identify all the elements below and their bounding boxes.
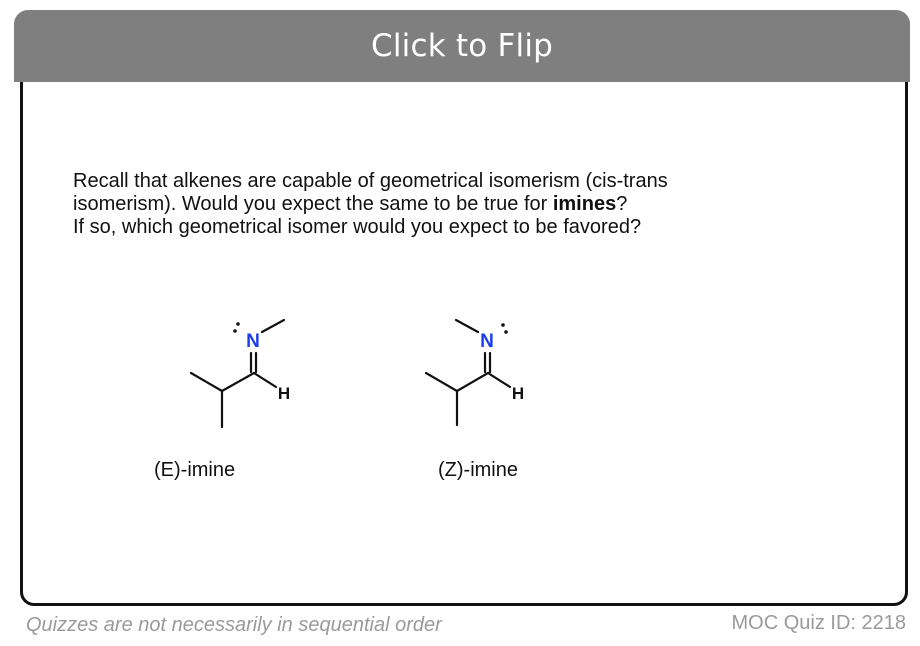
bond-c-h <box>488 373 510 387</box>
z-imine-label: (Z)-imine <box>438 459 518 481</box>
bond-n-methyl <box>262 320 284 332</box>
question-line-2-text: isomerism). Would you expect the same to be true for <box>73 193 553 215</box>
click-to-flip-label: Click to Flip <box>370 28 554 64</box>
quiz-id: MOC Quiz ID: 2218 <box>731 612 906 634</box>
bond-c-h <box>254 373 276 387</box>
e-imine-structure <box>148 295 318 445</box>
nitrogen-atom: N <box>246 331 260 352</box>
nitrogen-atom: N <box>480 331 494 352</box>
lone-pair-dot <box>236 322 240 326</box>
e-imine-label: (E)-imine <box>154 459 236 481</box>
question-text <box>73 170 803 239</box>
imines-keyword: imines <box>552 193 617 215</box>
lone-pair-dot <box>501 323 505 327</box>
hydrogen-atom: H <box>511 384 525 403</box>
hydrogen-atom: H <box>277 384 291 403</box>
z-imine-structure <box>410 295 570 445</box>
question-line-2 <box>73 193 803 216</box>
bond-methyl-left <box>426 373 457 391</box>
lone-pair-dot <box>504 330 508 334</box>
question-line-1: Recall that alkenes are capable of geometrical isomerism (cis-trans <box>73 170 668 192</box>
bond-ch-c <box>222 373 254 391</box>
lone-pair-dot <box>233 329 237 333</box>
question-line-3: If so, which geometrical isomer would you expect to be favored? <box>73 216 642 238</box>
question-mark: ? <box>616 193 628 215</box>
bond-n-methyl <box>456 320 478 332</box>
bond-methyl-left <box>191 373 222 391</box>
bond-ch-c <box>457 373 488 391</box>
click-to-flip-button[interactable] <box>14 10 910 82</box>
sequence-note: Quizzes are not necessarily in sequential order <box>26 614 442 636</box>
